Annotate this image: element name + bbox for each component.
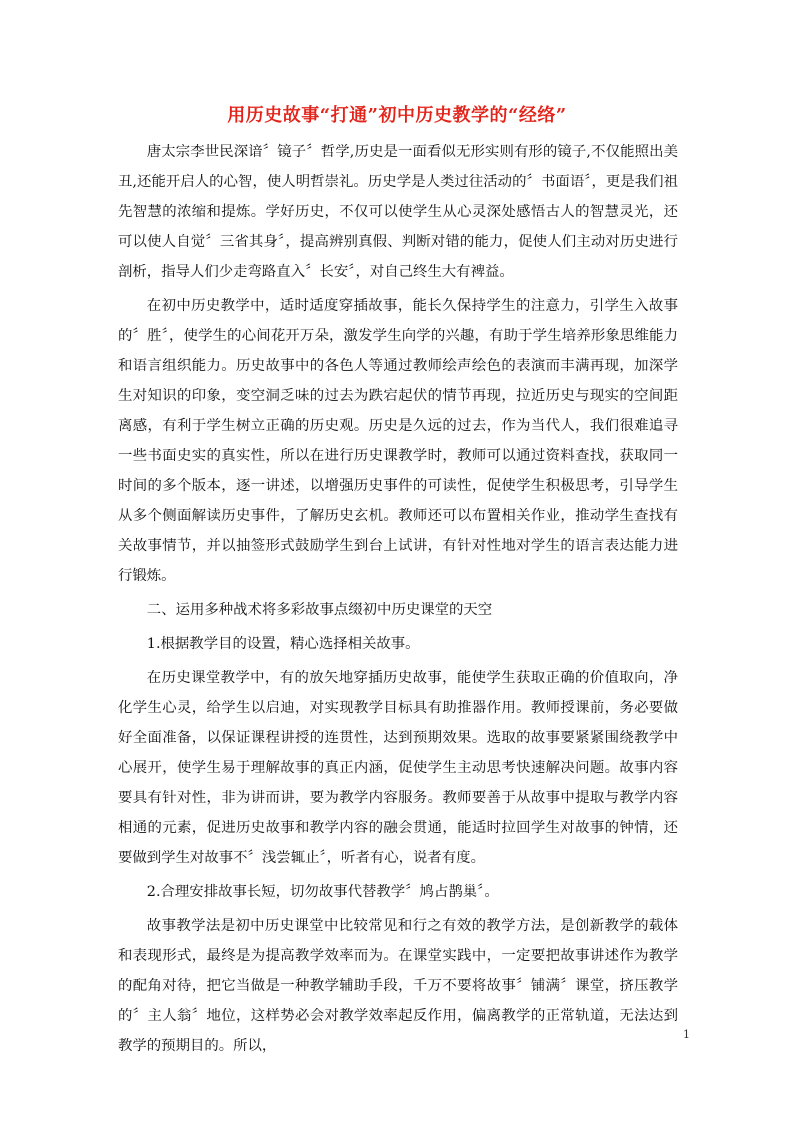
page-number: 1 [683, 1028, 690, 1041]
paragraph-story-length: 故事教学法是初中历史课堂中比较常见和行之有效的教学方法，是创新教学的载体和表现形式，最终是为提高教学效率而为。在课堂实践中，一定要把故事讲述作为教学的配角对待，把它当做是一种教学辅助手段，千万不要将故事〞铺满〞课堂，挤压教学的〞主人翁〞地位，这样势必会对教学效率起反作用，偏离教学的正常轨道，无法达到教学的预期目的。所以， [118, 918, 678, 1054]
document-title: 用历史故事“打通”初中历史教学的“经络” [227, 105, 567, 126]
paragraph-story-benefits: 在初中历史教学中，适时适度穿插故事，能长久保持学生的注意力，引学生入故事的〞胜〞，使学生的心间花开万朵，激发学生向学的兴趣，有助于学生培养形象思维能力和语言组织能力。历史故事中的各色人等通过教师绘声绘色的表演而丰满再现，加深学生对知识的印象，变空洞乏味的过去为跌宕起伏的情节再现，拉近历史与现实的空间距离感，有利于学生树立正确的历史观。历史是久远的过去，作为当代人，我们很难追寻一些书面史实的真实性，所以在进行历史课教学时，教师可以通过资料查找，获取同一时间的多个版本，逐一讲述，以增强历史事件的可读性，促使学生积极思考，引导学生从多个侧面解读历史事件，了解历史玄机。教师还可以布置相关作业，推动学生查找有关故事情节，并以抽签形式鼓励学生到台上试讲，有针对性地对学生的语言表达能力进行锻炼。 [118, 298, 678, 584]
document-body [118, 137, 678, 1065]
paragraph-select-stories: 在历史课堂教学中，有的放矢地穿插历史故事，能使学生获取正确的价值取向，净化学生心灵，给学生以启迪，对实现教学目标具有助推器作用。教师授课前，务必要做好全面准备，以保证课程讲授的连贯性，达到预期效果。选取的故事要紧紧围绕教学中心展开，使学生易于理解故事的真正内涵，促使学生主动思考快速解决问题。故事内容要具有针对性，非为讲而讲，要为教学内容服务。教师要善于从故事中提取与教学内容相通的元素，促进历史故事和教学内容的融会贯通，能适时拉回学生对故事的钟情，还要做到学生对故事不〞浅尝辄止〞，听者有心，说者有度。 [118, 670, 678, 866]
subheading-2: 2.合理安排故事长短，切勿故事代替教学〞鸠占鹊巢〞。 [146, 884, 499, 900]
paragraph-intro: 唐太宗李世民深谙〞镜子〞哲学,历史是一面看似无形实则有形的镜子,不仅能照出美丑,还能开启人的心智，使人明哲崇礼。历史学是人类过往活动的〞书面语〞，更是我们祖先智慧的浓缩和提炼。学好历史，不仅可以使学生从心灵深处感悟古人的智慧灵光，还可以使人自觉〞三省其身〞，提高辨别真假、判断对错的能力，促使人们主动对历史进行剖析，指导人们少走弯路直入〞长安〞，对自己终生大有裨益。 [118, 144, 678, 280]
subheading-1: 1.根据教学目的设置，精心选择相关故事。 [146, 636, 420, 652]
section-heading-2: 二、运用多种战术将多彩故事点缀初中历史课堂的天空 [146, 602, 493, 618]
